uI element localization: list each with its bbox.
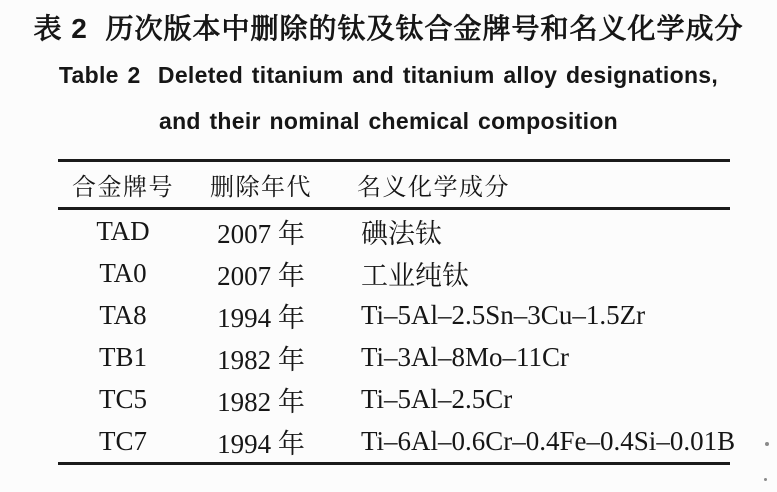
table-row-tb1 [58, 336, 730, 378]
table-row-ta0 [58, 252, 730, 294]
cell-composition: 碘法钛 [361, 218, 442, 249]
header-deletion-year: 删除年代 [210, 175, 312, 201]
cell-deletion-year: 2007 年 [217, 218, 305, 249]
deleted-alloys-table [58, 159, 736, 465]
cell-composition: Ti–3Al–8Mo–11Cr [361, 341, 570, 372]
cell-composition: Ti–5Al–2.5Cr [361, 383, 513, 414]
cell-composition: Ti–6Al–0.6Cr–0.4Fe–0.4Si–0.01B [361, 425, 736, 456]
cell-designation: TA0 [99, 257, 147, 288]
table-caption-en-line2: and their nominal chemical composition [158, 108, 619, 134]
table-row-tc5 [58, 378, 730, 420]
table-row-tc7 [58, 420, 736, 462]
cell-deletion-year: 1994 年 [217, 428, 305, 459]
header-alloy-designation: 合金牌号 [72, 175, 174, 201]
cell-designation: TB1 [98, 341, 147, 372]
scan-artifact-dot [764, 478, 767, 481]
table-caption-en-line1: Table 2 Deleted titanium and titanium alloy designations, [58, 62, 719, 88]
cell-composition: 工业纯钛 [361, 260, 469, 291]
cell-deletion-year: 2007 年 [217, 260, 305, 291]
cell-composition: Ti–5Al–2.5Sn–3Cu–1.5Zr [361, 299, 646, 330]
cell-deletion-year: 1982 年 [217, 386, 305, 417]
scan-artifact-dot [765, 442, 769, 446]
header-nominal-composition: 名义化学成分 [357, 175, 510, 201]
table-caption-zh: 表 2 历次版本中删除的钛及钛合金牌号和名义化学成分 [33, 13, 744, 44]
cell-deletion-year: 1994 年 [217, 302, 305, 333]
cell-designation: TC7 [98, 425, 147, 456]
cell-designation: TC5 [98, 383, 147, 414]
table-header-row [58, 162, 730, 210]
table-row-tad [58, 210, 730, 252]
cell-deletion-year: 1982 年 [217, 344, 305, 375]
cell-designation: TA8 [99, 299, 147, 330]
table-row-ta8 [58, 294, 730, 336]
cell-designation: TAD [96, 215, 150, 246]
